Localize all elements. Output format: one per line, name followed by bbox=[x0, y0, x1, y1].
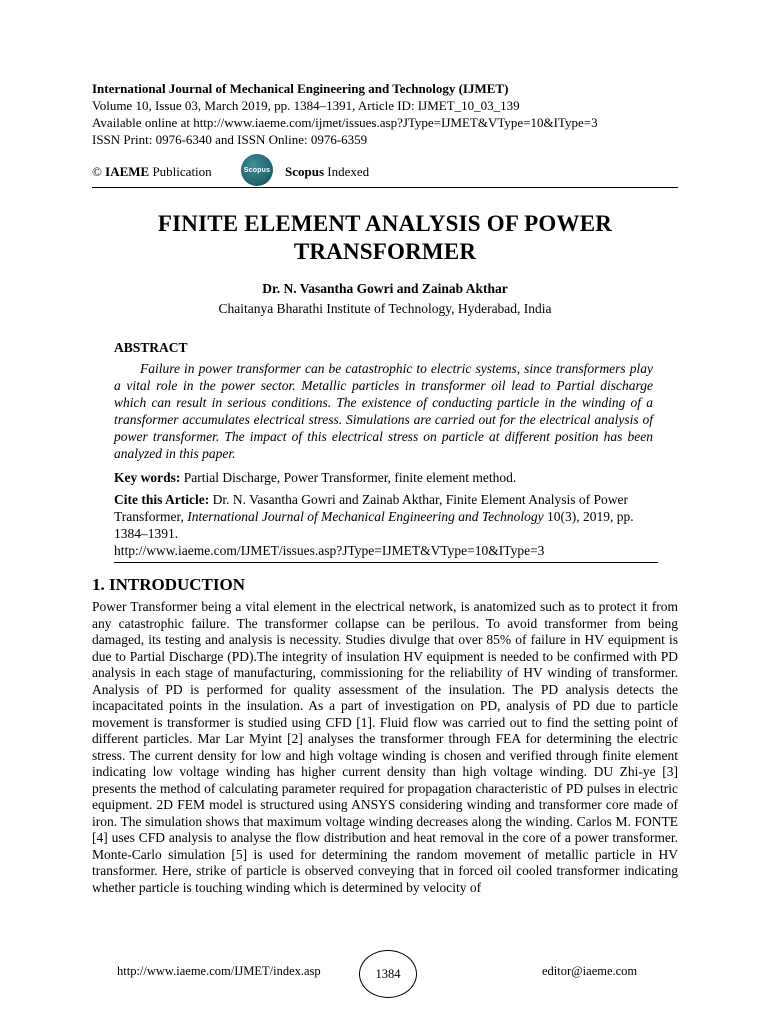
page-footer bbox=[0, 950, 768, 1010]
keywords-value: Partial Discharge, Power Transformer, finite element method. bbox=[183, 470, 517, 485]
availability-info: Available online at http://www.iaeme.com/ijmet/issues.asp?JType=IJMET&VType=10&IType=3 bbox=[92, 115, 598, 130]
author-affiliation: Chaitanya Bharathi Institute of Technology, Hyderabad, India bbox=[218, 301, 552, 316]
page-number bbox=[359, 950, 417, 998]
cite-label: Cite this Article: bbox=[114, 492, 210, 507]
paper-title: FINITE ELEMENT ANALYSIS OF POWER TRANSFORMER bbox=[157, 211, 613, 264]
publication-row bbox=[92, 154, 682, 186]
volume-info: Volume 10, Issue 03, March 2019, pp. 1384–1391, Article ID: IJMET_10_03_139 bbox=[92, 98, 520, 113]
scopus-suffix: Indexed bbox=[327, 164, 370, 179]
footer-email[interactable]: editor@iaeme.com bbox=[542, 964, 638, 978]
paper-authors: Dr. N. Vasantha Gowri and Zainab Akthar bbox=[262, 281, 508, 296]
cite-url[interactable]: http://www.iaeme.com/IJMET/issues.asp?JType=IJMET&VType=10&IType=3 bbox=[114, 543, 545, 558]
scopus-logo-text: Scopus bbox=[243, 166, 271, 174]
cite-details: 10(3), 2019, pp. 1384–1391. bbox=[114, 509, 634, 541]
keywords bbox=[114, 469, 659, 486]
publisher-line bbox=[92, 164, 212, 180]
header-divider bbox=[92, 187, 678, 188]
keywords-label: Key words: bbox=[114, 470, 181, 485]
cite-journal: International Journal of Mechanical Engineering and Technology bbox=[187, 509, 544, 524]
scopus-name: Scopus bbox=[285, 164, 325, 179]
abstract-heading: ABSTRACT bbox=[114, 340, 188, 355]
cite-authors: Dr. N. Vasantha Gowri and Zainab Akthar, Finite Element Analysis of Power Transformer, bbox=[114, 492, 628, 524]
scopus-logo-icon bbox=[241, 154, 273, 186]
publisher-name: IAEME bbox=[105, 164, 150, 179]
section-heading-introduction: 1. INTRODUCTION bbox=[92, 575, 246, 594]
page-number-text: 1384 bbox=[375, 966, 401, 981]
scopus-indexed-line bbox=[285, 164, 369, 180]
abstract-divider bbox=[114, 562, 658, 563]
citation-block bbox=[114, 491, 659, 559]
journal-name: International Journal of Mechanical Engineering and Technology (IJMET) bbox=[92, 81, 509, 96]
publisher-suffix: Publication bbox=[152, 164, 212, 179]
journal-header bbox=[92, 80, 692, 148]
abstract-text: Failure in power transformer can be catastrophic to electric systems, since transformers play a vital role in the power sector. Metallic particles in transformer oil lead to Partial discharge which can result in serious conditions. The existence of conducting particle in the winding of a transformer accumulates electrical stress. Simulations are carried out for the electrical analysis of power transformer. The impact of this electrical stress on particle at different position has been analyzed in this paper. bbox=[114, 361, 653, 461]
issn-info: ISSN Print: 0976-6340 and ISSN Online: 0976-6359 bbox=[92, 132, 368, 147]
introduction-body: Power Transformer being a vital element in the electrical network, is anatomized such as to protect it from any catastrophic failure. The transformer collapse can be perilous. To avoid transformer from being damaged, its testing and analysis is necessity. Studies divulge that over 85% of failure in HV equipment is due to Partial Discharge (PD).The integrity of insulation HV equipment is needed to be confirmed with PD analysis in each stage of manufacturing, commissioning for the reliability of HV winding of transformer. Analysis of PD is performed for quality assessment of the insulation. The PD analysis detects the incapacitated points in the insulation. As a part of investigation on PD, analysis of PD due to particle movement is transformer is studied using CFD [1]. Fluid flow was carried out to find the setting point of different particles. Mar Lar Myint [2] analyses the transformer through FEA for determining the electric stress. The current density for low and high voltage winding is chosen and verified through finite element indicating low voltage winding has higher current density than high voltage winding. DU Zhi-ye [3] presents the method of calculating parameter required for propagation characteristic of PD pulses in electric equipment. 2D FEM model is structured using ANSYS considering winding and transformer core made of iron. The simulation shows that maximum voltage winding decreases along the winding. Carlos M. FONTE [4] uses CFD analysis to analyse the flow distribution and heat removal in the core of a power transformer. Monte-Carlo simulation [5] is used for determining the random movement of metallic particle in HV transformer. Here, strike of particle is observed conveying that in forced oil cooled transformer indicating whether particle is touching winding which is determined by velocity of bbox=[92, 599, 678, 895]
footer-url[interactable]: http://www.iaeme.com/IJMET/index.asp bbox=[117, 964, 321, 978]
copyright-symbol: © bbox=[92, 164, 102, 179]
